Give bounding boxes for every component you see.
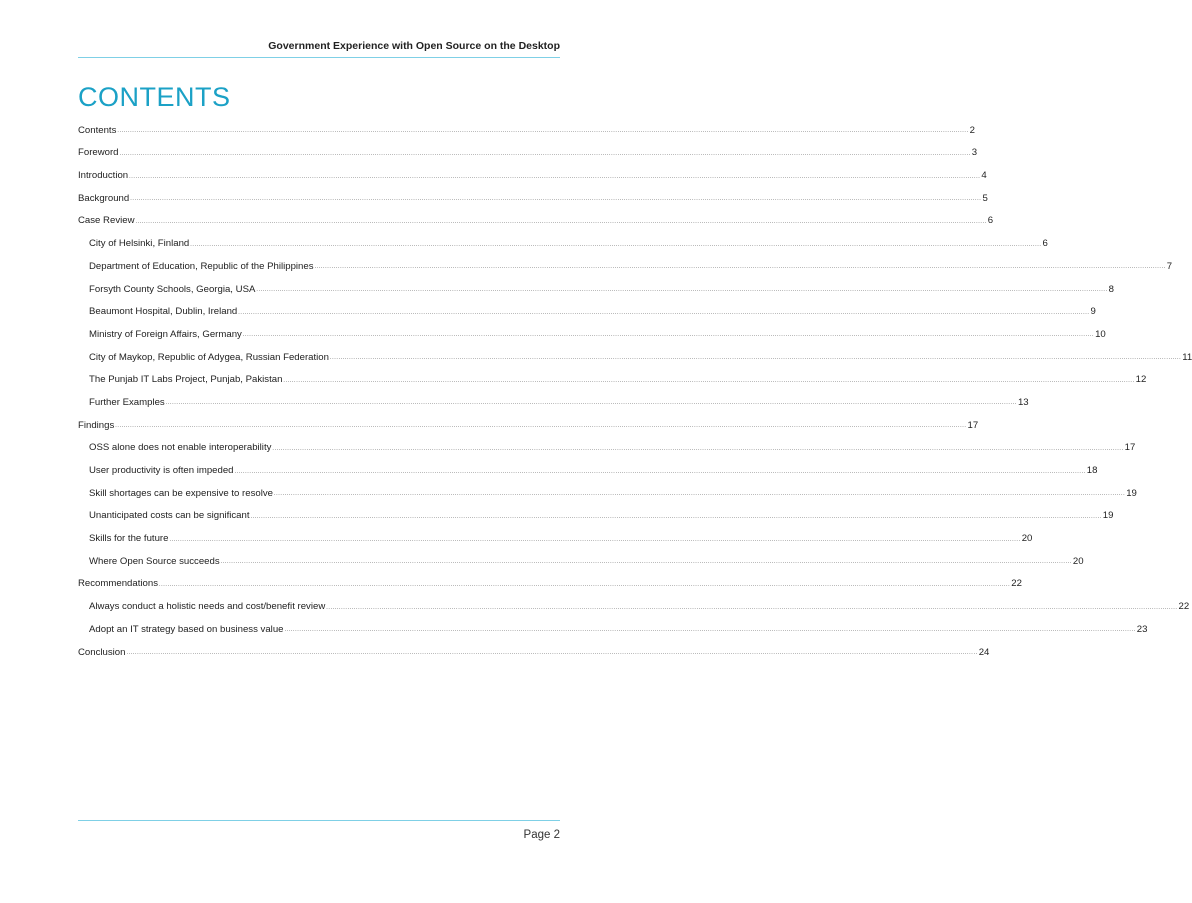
toc-entry-label: User productivity is often impeded [89, 465, 234, 476]
toc-entry-page: 22 [1011, 578, 1022, 590]
toc-entry-page: 13 [1017, 396, 1029, 408]
toc-dot-leader: ................................................................................................................................................................................................................................................................................................................................................................................................................ [272, 445, 1124, 452]
toc-entry-label: Contents [78, 124, 117, 136]
toc-entry-page: 4 [981, 170, 987, 182]
toc-entry[interactable] [78, 295, 1096, 318]
toc-dot-leader: ................................................................................................................................................................................................................................................................................................................................................................................................................ [283, 377, 1135, 384]
toc-entry[interactable] [78, 317, 1106, 340]
toc-dot-leader: ................................................................................................................................................................................................................................................................................................................................................................................................................ [284, 627, 1136, 634]
toc-dot-leader: ................................................................................................................................................................................................................................................................................................................................................................................................................ [169, 536, 1021, 543]
toc-entry[interactable] [78, 499, 1114, 522]
toc-entry-page: 23 [1136, 623, 1148, 635]
toc-dot-leader: ................................................................................................................................................................................................................................................................................................................................................................................................................ [130, 196, 982, 203]
toc-dot-leader: ................................................................................................................................................................................................................................................................................................................................................................................................................ [314, 264, 1166, 271]
toc-entry-label: Introduction [78, 170, 129, 182]
toc-dot-leader: ................................................................................................................................................................................................................................................................................................................................................................................................................ [273, 491, 1126, 498]
toc-dot-leader: ................................................................................................................................................................................................................................................................................................................................................................................................................ [119, 150, 971, 157]
toc-entry-label: Beaumont Hospital, Dublin, Ireland [89, 306, 238, 318]
toc-entry[interactable] [78, 385, 1029, 408]
toc-entry[interactable] [78, 476, 1137, 499]
toc-dot-leader: ................................................................................................................................................................................................................................................................................................................................................................................................................ [329, 355, 1182, 362]
toc-entry-label: Case Review [78, 215, 135, 227]
toc-entry-page: 18 [1086, 465, 1098, 476]
toc-entry-page: 7 [1166, 260, 1173, 272]
toc-dot-leader: ................................................................................................................................................................................................................................................................................................................................................................................................................ [159, 581, 1011, 588]
toc-entry[interactable] [78, 158, 987, 182]
toc-dot-leader: ................................................................................................................................................................................................................................................................................................................................................................................................................ [326, 604, 1178, 611]
toc-entry-label: Department of Education, Republic of the Philippines [89, 260, 314, 272]
toc-entry-label: Unanticipated costs can be significant [89, 510, 250, 522]
toc-entry-page: 17 [967, 419, 979, 431]
toc-dot-leader: ................................................................................................................................................................................................................................................................................................................................................................................................................ [250, 513, 1102, 520]
toc-entry[interactable] [78, 204, 994, 227]
toc-entry[interactable] [78, 363, 1147, 386]
toc-entry[interactable] [78, 408, 979, 431]
toc-entry[interactable] [78, 635, 990, 658]
toc-dot-leader: ................................................................................................................................................................................................................................................................................................................................................................................................................ [165, 400, 1017, 407]
toc-entry-page: 20 [1072, 555, 1084, 567]
toc-entry-page: 9 [1090, 306, 1096, 318]
toc-entry-label: Findings [78, 419, 115, 431]
toc-entry-page: 10 [1095, 328, 1106, 340]
page-number: Page 2 [523, 829, 560, 841]
toc-entry[interactable] [78, 113, 975, 136]
toc-dot-leader: ................................................................................................................................................................................................................................................................................................................................................................................................................ [126, 650, 978, 656]
toc-entry-page: 12 [1135, 374, 1147, 386]
toc-entry[interactable] [78, 340, 1192, 363]
toc-entry[interactable] [78, 567, 1022, 590]
toc-entry-label: City of Helsinki, Finland [89, 238, 190, 250]
toc-entry-label: Always conduct a holistic needs and cost/benefit review [89, 601, 326, 613]
toc-dot-leader: ................................................................................................................................................................................................................................................................................................................................................................................................................ [238, 309, 1090, 316]
toc-entry-label: Foreword [78, 147, 119, 159]
running-header: Government Experience with Open Source on the Desktop [268, 40, 560, 52]
toc-entry[interactable] [78, 521, 1033, 545]
toc-entry-label: Further Examples [89, 396, 165, 408]
toc-entry-page: 19 [1126, 487, 1137, 499]
toc-entry-label: Where Open Source succeeds [89, 555, 220, 567]
toc-dot-leader: ................................................................................................................................................................................................................................................................................................................................................................................................................ [115, 423, 967, 430]
toc-entry-label: OSS alone does not enable interoperability [89, 442, 272, 454]
toc-heading: CONTENTS [78, 82, 231, 112]
toc-dot-leader: ................................................................................................................................................................................................................................................................................................................................................................................................................ [220, 559, 1072, 566]
toc-entry[interactable] [78, 612, 1148, 635]
toc-entry[interactable] [78, 181, 988, 204]
toc-entry-label: Forsyth County Schools, Georgia, USA [89, 283, 256, 295]
table-of-contents [78, 113, 1192, 658]
toc-entry[interactable] [78, 589, 1190, 613]
toc-entry-label: Skill shortages can be expensive to resolve [89, 487, 273, 499]
toc-entry[interactable] [78, 272, 1114, 295]
toc-entry-label: Background [78, 192, 130, 204]
toc-entry[interactable] [78, 249, 1173, 272]
toc-dot-leader: ................................................................................................................................................................................................................................................................................................................................................................................................................ [242, 332, 1095, 339]
toc-dot-leader: ................................................................................................................................................................................................................................................................................................................................................................................................................ [135, 218, 987, 225]
toc-dot-leader: ................................................................................................................................................................................................................................................................................................................................................................................................................ [234, 468, 1086, 475]
toc-dot-leader: ................................................................................................................................................................................................................................................................................................................................................................................................................ [129, 173, 981, 180]
toc-entry-label: Conclusion [78, 646, 126, 658]
toc-entry[interactable] [78, 544, 1084, 567]
toc-entry-page: 19 [1102, 510, 1114, 522]
toc-entry-page: 24 [978, 646, 990, 658]
toc-entry-page: 3 [971, 147, 978, 159]
toc-entry-page: 17 [1124, 442, 1136, 454]
toc-entry-page: 6 [987, 215, 994, 227]
toc-entry[interactable] [78, 431, 1136, 454]
toc-entry-label: The Punjab IT Labs Project, Punjab, Pakistan [89, 374, 283, 386]
toc-entry-page: 5 [982, 192, 988, 204]
toc-entry-page: 20 [1021, 533, 1033, 545]
toc-entry-label: Adopt an IT strategy based on business value [89, 623, 284, 635]
toc-entry-label: Recommendations [78, 578, 158, 590]
footer-divider [78, 820, 560, 821]
toc-entry-label: Skills for the future [89, 533, 169, 545]
toc-entry-page: 22 [1178, 601, 1190, 613]
toc-entry-label: Ministry of Foreign Affairs, Germany [89, 328, 242, 340]
toc-entry-label: City of Maykop, Republic of Adygea, Russian Federation [89, 351, 329, 363]
toc-entry-page: 6 [1042, 238, 1048, 250]
toc-entry-page: 8 [1108, 283, 1114, 295]
toc-entry-page: 2 [969, 124, 975, 136]
header-divider [78, 57, 560, 58]
toc-dot-leader: ................................................................................................................................................................................................................................................................................................................................................................................................................ [190, 241, 1042, 248]
toc-dot-leader: ................................................................................................................................................................................................................................................................................................................................................................................................................ [117, 128, 969, 135]
toc-entry[interactable] [78, 136, 978, 159]
toc-entry-page: 11 [1182, 351, 1192, 363]
toc-entry[interactable] [78, 453, 1098, 476]
toc-entry[interactable] [78, 226, 1048, 250]
toc-dot-leader: ................................................................................................................................................................................................................................................................................................................................................................................................................ [256, 287, 1108, 293]
